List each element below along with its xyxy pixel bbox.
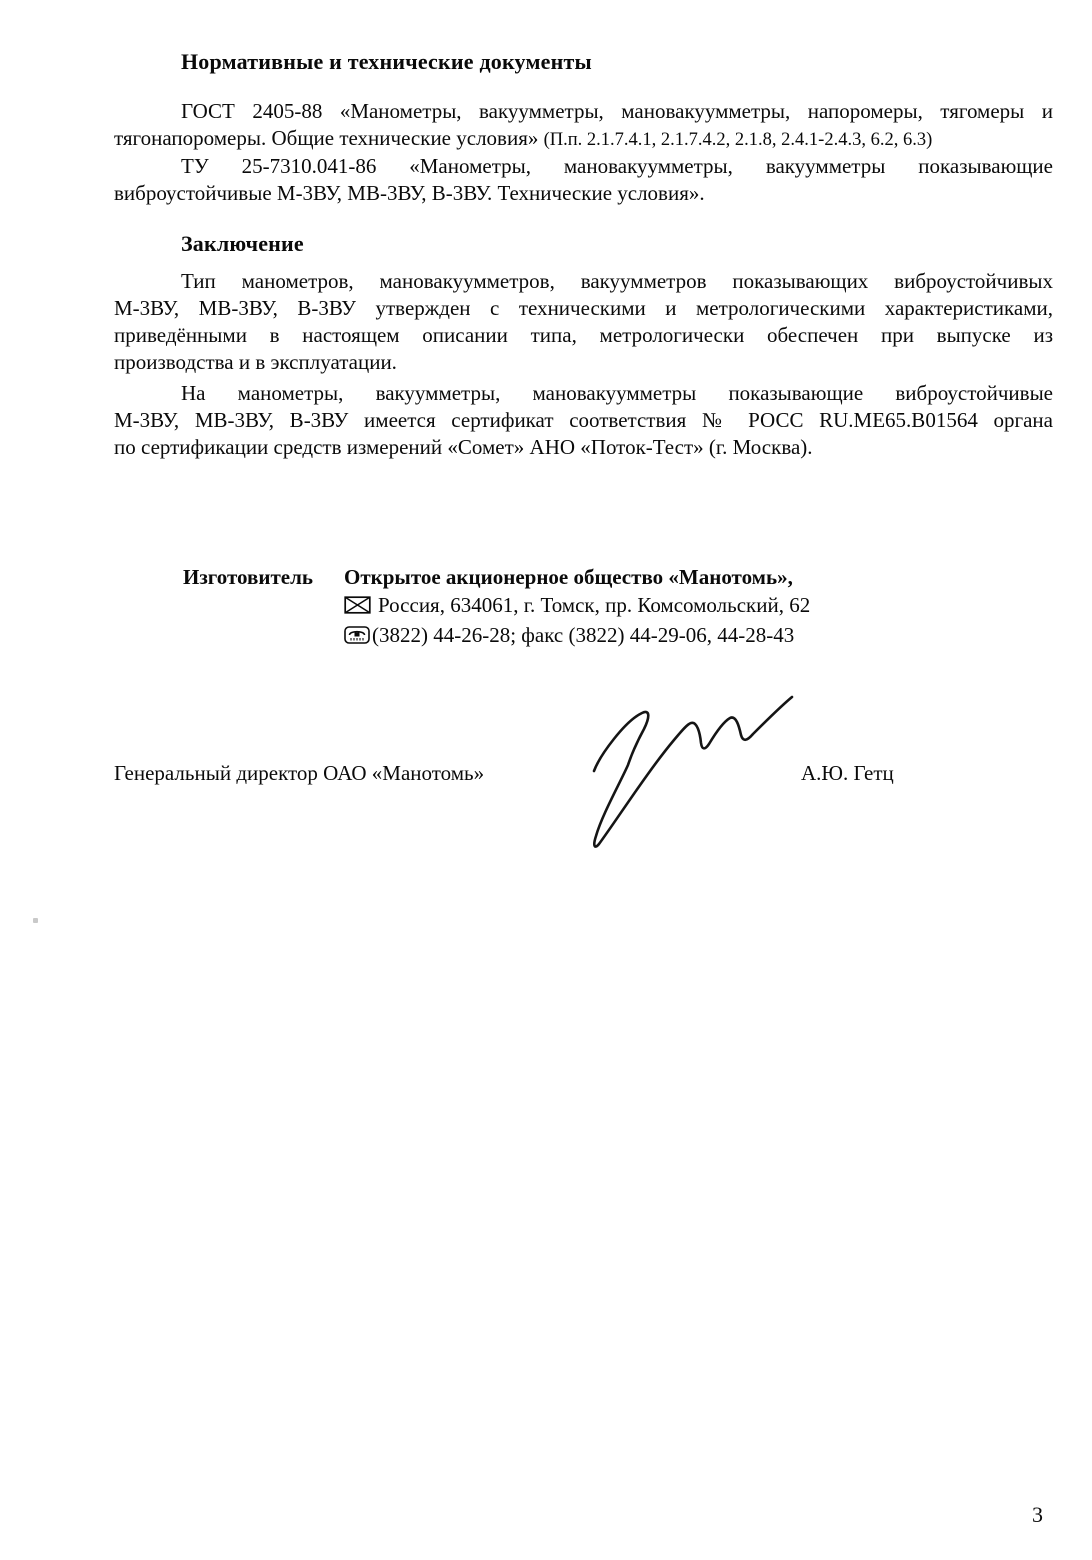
- paragraph-line: ТУ 25-7310.041-86 «Манометры, мановакуумметры, вакуумметры показывающие: [181, 154, 1053, 178]
- manufacturer-address: Россия, 634061, г. Томск, пр. Комсомольский, 62: [378, 593, 811, 617]
- manufacturer-label: Изготовитель: [183, 565, 313, 589]
- page-number: 3: [1032, 1502, 1043, 1527]
- section-heading-conclusion: Заключение: [181, 231, 304, 256]
- section-heading-normative-documents: Нормативные и технические документы: [181, 49, 592, 74]
- manufacturer-address-line: [344, 591, 1044, 621]
- paragraph-gost: [114, 98, 1053, 154]
- paragraph-line: М-3ВУ, МВ-3ВУ, В-3ВУ имеется сертификат соответствия № РОСС RU.ME65.B01564 органа: [114, 408, 1053, 432]
- paragraph-line: производства и в эксплуатации.: [114, 350, 397, 374]
- paragraph-line: виброустойчивые М-3ВУ, МВ-3ВУ, В-3ВУ. Технические условия».: [114, 181, 705, 205]
- scan-speck: [33, 918, 38, 923]
- manufacturer-name: Открытое акционерное общество «Манотомь»,: [344, 565, 793, 589]
- gost-clause-refs: (П.п. 2.1.7.4.1, 2.1.7.4.2, 2.1.8, 2.4.1-2.4.3, 6.2, 6.3): [543, 130, 933, 150]
- manufacturer-phone-line: [344, 621, 1044, 652]
- paragraph-line: ГОСТ 2405-88 «Манометры, вакуумметры, мановакуумметры, напоромеры, тягомеры и: [181, 99, 1053, 123]
- envelope-icon: [344, 593, 371, 621]
- paragraph-line: [114, 125, 1053, 154]
- paragraph-tu: [114, 153, 1053, 207]
- paragraph-line: М-3ВУ, МВ-3ВУ, В-3ВУ утвержден с техническими и метрологическими характеристиками,: [114, 296, 1053, 320]
- paragraph-line: приведёнными в настоящем описании типа, метрологически обеспечен при выпуске из: [114, 323, 1053, 347]
- paragraph-type-approval: [114, 268, 1053, 376]
- telephone-icon: [344, 624, 370, 652]
- gost-title-text: тягонапоромеры. Общие технические условия»: [114, 126, 544, 150]
- director-title: Генеральный директор ОАО «Манотомь»: [114, 761, 485, 785]
- manufacturer-phone: (3822) 44-26-28; факс (3822) 44-29-06, 44-28-43: [372, 623, 795, 647]
- paragraph-line: по сертификации средств измерений «Сомет» АНО «Поток-Тест» (г. Москва).: [114, 435, 813, 459]
- paragraph-line: Тип манометров, мановакуумметров, вакуумметров показывающих виброустойчивых: [181, 269, 1053, 293]
- paragraph-line: На манометры, вакуумметры, мановакуумметры показывающие виброустойчивые: [181, 381, 1053, 405]
- manufacturer-details: [344, 563, 1044, 652]
- signature-row: [114, 760, 1053, 787]
- paragraph-certificate: [114, 380, 1053, 461]
- director-name: А.Ю. Гетц: [801, 761, 894, 785]
